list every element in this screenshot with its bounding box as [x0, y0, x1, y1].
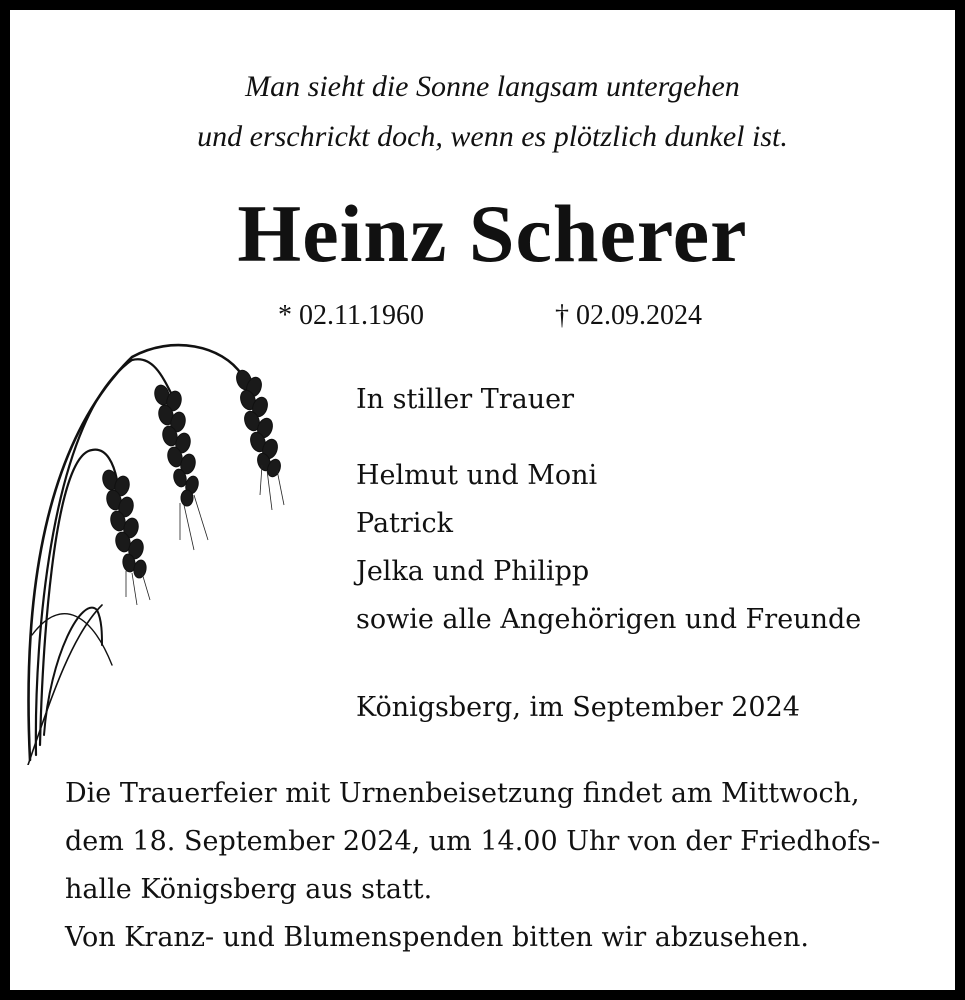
- service-line: halle Königsberg aus statt.: [65, 874, 433, 905]
- service-line: dem 18. September 2024, um 14.00 Uhr von der Friedhofs-: [65, 826, 881, 857]
- place-and-date: Königsberg, im September 2024: [356, 692, 800, 723]
- mourner-name: Patrick: [356, 508, 453, 539]
- motto-verse: [10, 62, 965, 162]
- motto-line-1: Man sieht die Sonne langsam untergehen: [245, 70, 740, 103]
- birth-date: * 02.11.1960: [278, 300, 424, 331]
- motto-line-2: und erschrickt doch, wenn es plötzlich dunkel ist.: [197, 120, 788, 153]
- deceased-name: Heinz Scherer: [237, 188, 748, 279]
- mourner-name: Helmut und Moni: [356, 460, 598, 491]
- wheat-ears-icon: [22, 335, 312, 765]
- mourner-name: sowie alle Angehörigen und Freunde: [356, 604, 862, 635]
- service-line: Die Trauerfeier mit Urnenbeisetzung findet am Mittwoch,: [65, 778, 860, 809]
- death-date: † 02.09.2024: [555, 300, 702, 331]
- mourning-intro: In stiller Trauer: [356, 384, 575, 415]
- service-line: Von Kranz- und Blumenspenden bitten wir abzusehen.: [65, 922, 809, 953]
- mourner-name: Jelka und Philipp: [356, 556, 590, 587]
- mourners-block: [356, 376, 861, 732]
- service-information: [65, 770, 945, 962]
